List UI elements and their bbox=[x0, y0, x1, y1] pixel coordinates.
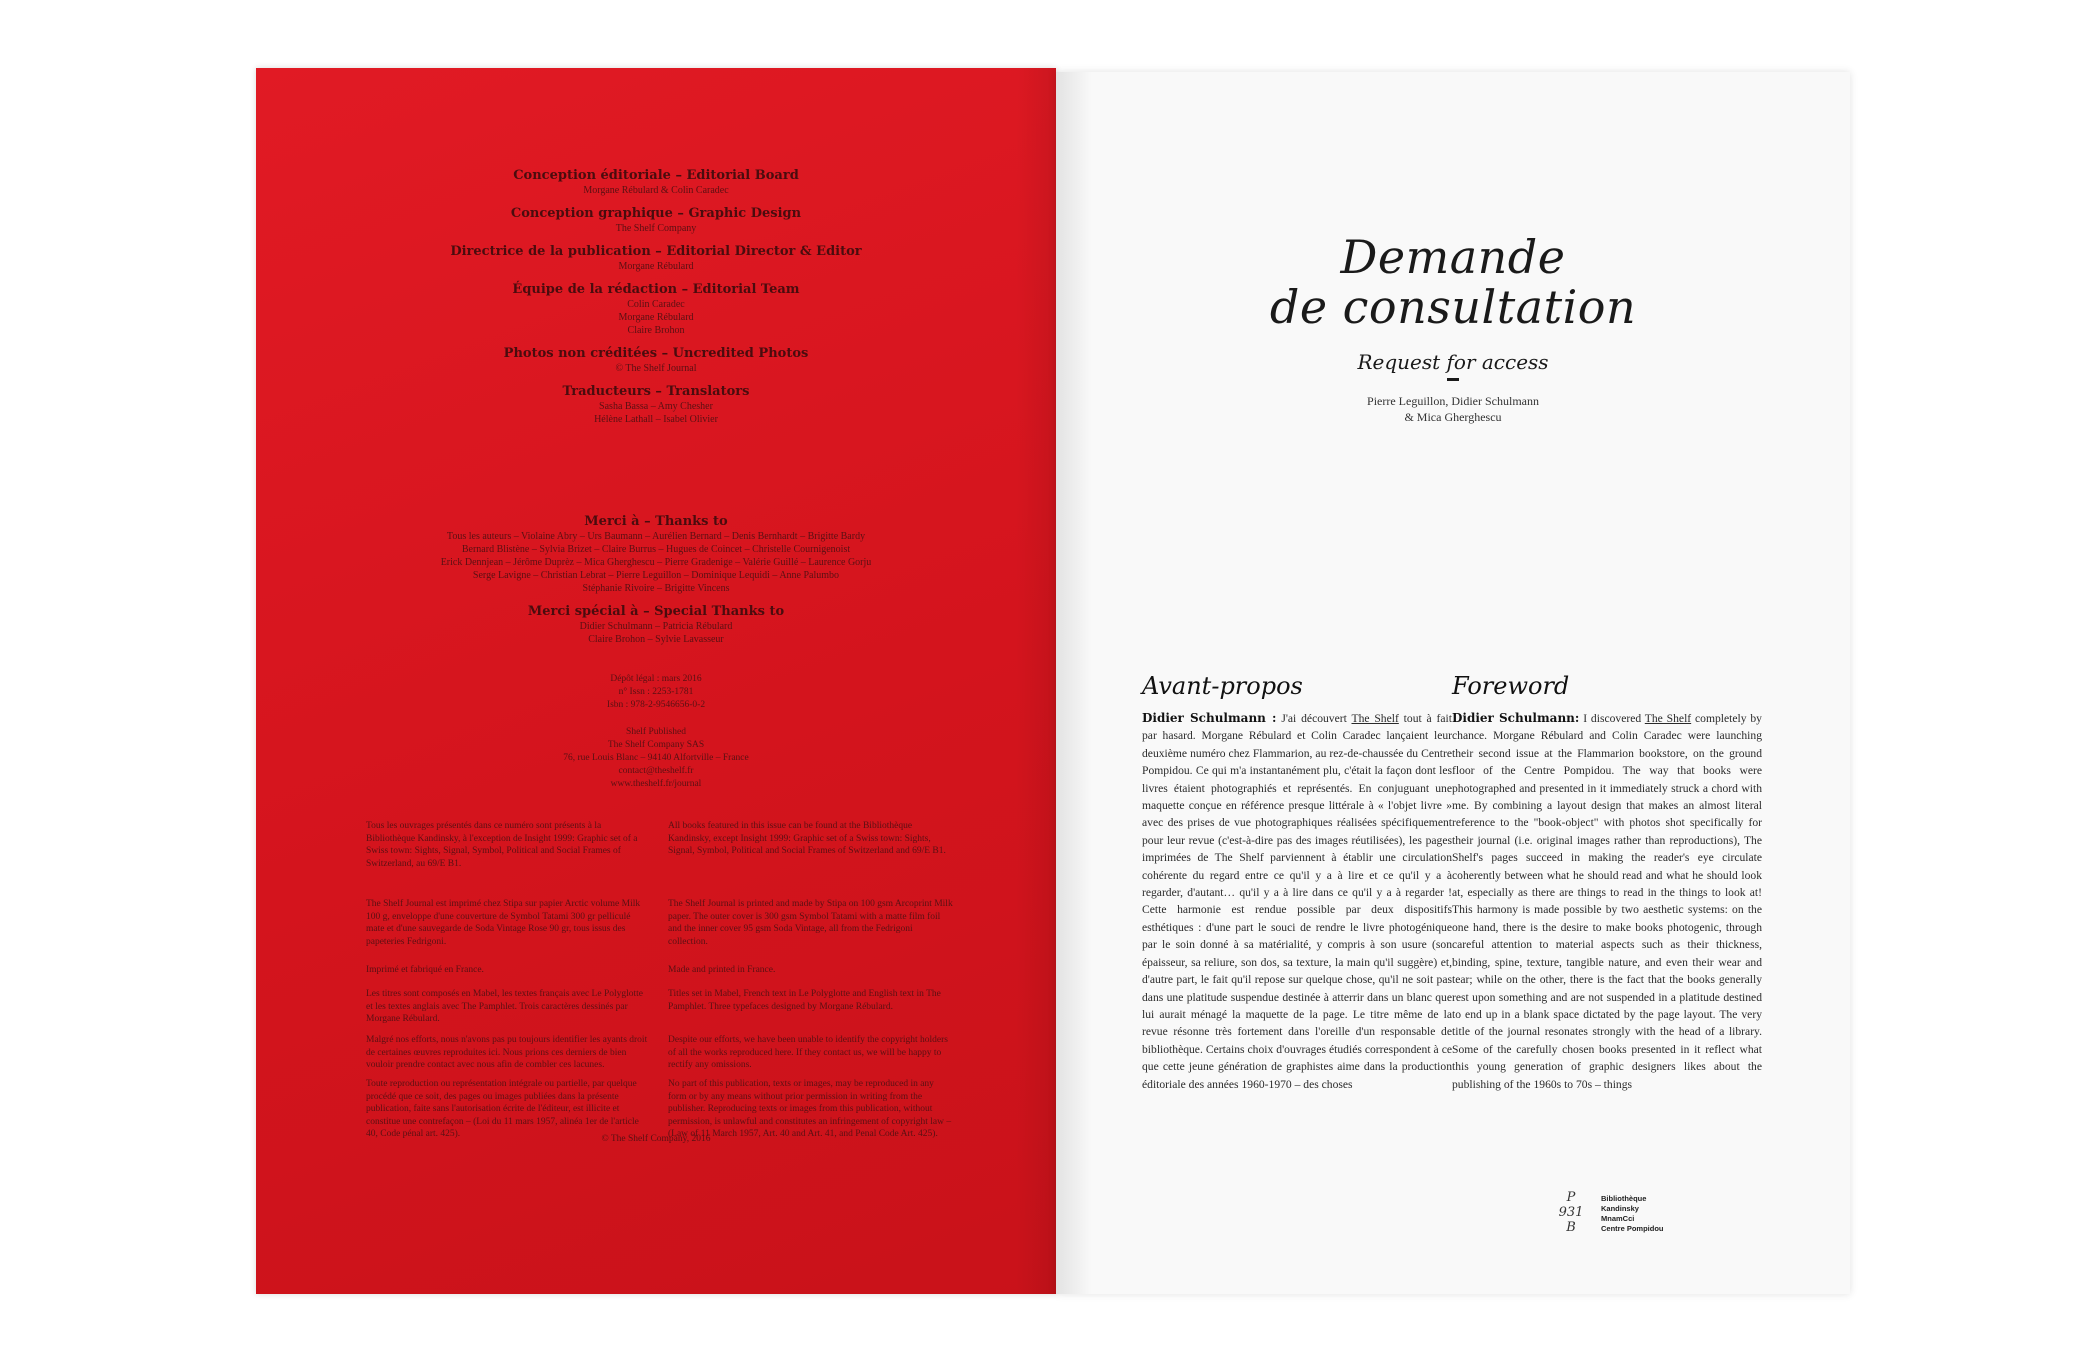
credit-photos bbox=[256, 346, 1056, 375]
article-page bbox=[1056, 72, 1850, 1294]
credit-role: Traducteurs – Translators bbox=[562, 384, 750, 399]
credit-name: Colin Caradec bbox=[627, 299, 685, 310]
credit-name: Sasha Bassa – Amy Chesher bbox=[599, 401, 713, 412]
fine-print-fr-typefaces: Les titres sont composés en Mabel, les textes français avec Le Polyglotte et les textes anglais avec The Pamphlet. Trois caractères dessinés par Morgane Rébulard. bbox=[366, 989, 644, 1024]
thanks-line: Bernard Blistène – Sylvia Brizet – Claire Burrus – Hugues de Coincet – Christelle Cournigenoist bbox=[461, 544, 851, 555]
article-authors bbox=[1056, 393, 1850, 425]
article-title-line: Demande bbox=[1340, 230, 1566, 284]
french-column bbox=[1142, 672, 1452, 1093]
fine-print-en-books: All books featured in this issue can be found at the Bibliothèque Kandinsky, except Insight 1999: Graphic set of a Swiss town: Sights, Signal, Symbol, Political and Social Frames of Switzerland and 69/E B1. bbox=[668, 821, 946, 856]
credit-name: Hélène Lathall – Isabel Olivier bbox=[594, 414, 718, 425]
publisher-line: contact@theshelf.fr bbox=[618, 766, 694, 776]
credit-role: Directrice de la publication – Editorial Director & Editor bbox=[450, 244, 862, 259]
handwritten-shelfmark bbox=[1551, 1190, 1591, 1235]
stamp-line: Bibliothèque bbox=[1601, 1194, 1647, 1203]
fine-print-fr-reproduction: Toute reproduction ou représentation intégrale ou partielle, par quelque procédé que ce soit, des pages ou images publiées dans la présente publication, faite sans l'autorisation écrite de l'éditeur, est illicite et constitue une contrefaçon – (Loi du 11 mars 1957, alinéa 1er de l'article 40, Code pénal art. 425). bbox=[366, 1079, 639, 1139]
special-thanks-line: Didier Schulmann – Patricia Rébulard bbox=[579, 621, 733, 632]
english-intro: I discovered bbox=[1579, 712, 1645, 725]
special-thanks-heading: Merci spécial à – Special Thanks to bbox=[527, 604, 785, 619]
thanks-line: Erick Dennjean – Jérôme Duprèz – Mica Gherghescu – Pierre Gradenige – Valérie Guillé – Laurence Gorju bbox=[440, 557, 872, 568]
special-thanks-line: Claire Brohon – Sylvie Lavasseur bbox=[588, 634, 724, 645]
fine-print-en-made-in: Made and printed in France. bbox=[668, 965, 776, 975]
legal-deposit bbox=[256, 673, 1056, 712]
credit-name: Claire Brohon bbox=[627, 325, 685, 336]
thanks-heading: Merci à – Thanks to bbox=[584, 514, 728, 529]
authors-line: & Mica Gherghescu bbox=[1404, 410, 1502, 424]
publisher-line: The Shelf Company SAS bbox=[607, 740, 705, 750]
french-intro: J'ai découvert bbox=[1276, 712, 1352, 725]
english-heading: Foreword bbox=[1452, 672, 1570, 700]
fine-print-fr-books: Tous les ouvrages présentés dans ce numéro sont présents à la Bibliothèque Kandinsky, à l'exception de Insight 1999: Graphic set of a Swiss town: Sights, Signal, Symbol, Political and Social Frames of Switzerland, au 69/E B1. bbox=[366, 821, 638, 869]
credit-name: The Shelf Company bbox=[615, 223, 697, 234]
english-column bbox=[1452, 672, 1762, 1093]
copyright-notice: © The Shelf Company, 2016 bbox=[601, 1134, 711, 1144]
credit-name: © The Shelf Journal bbox=[615, 363, 697, 374]
fine-print-en-rights: Despite our efforts, we have been unable to identify the copyright holders of all the works reproduced here. If they contact us, we will be happy to rectify any omissions. bbox=[668, 1035, 948, 1070]
english-text: completely by chance. Morgane Rébulard and Colin Caradec were launching their second issue at the Flammarion bookstore, on the ground floor of the Centre Pompidou. The way that books were photographed and presented in it immediately struck a chord with me. By combining a layout design that makes an almost literal reference to the "book-object" with photos shot specifically for their journal (i.e. original images rather than reproductions), The Shelf's pages succeed in making the reader's eye circulate coherently between what he should read and what he should look at, especially as there are things to read in the things to look at! This harmony is made possible by two aesthetic systems: on the one hand, there is the desire to make books photogenic, through careful attention to material aspects such as their thickness, binding, spine, texture, tangible nature, and even their wear and tear; while on the other, there is the fact that the books generally rest upon something and are not suspended in a platitude destined to end up in a blank space dictated by the page layout. The very title of the journal resonates strongly with the head of a library. Some of the carefully chosen books presented in it reflect what this young generation of graphic designers likes about the publishing of the 1960s to 70s – things bbox=[1452, 712, 1762, 1091]
english-body bbox=[1452, 710, 1762, 1093]
credit-name: Morgane Rébulard & Colin Caradec bbox=[583, 185, 729, 196]
publisher-line: 76, rue Louis Blanc – 94140 Alfortville – France bbox=[563, 753, 749, 763]
shelfmark-line: P bbox=[1566, 1190, 1576, 1205]
credit-editorial-board bbox=[256, 168, 1056, 197]
title-dash-ornament bbox=[1447, 378, 1459, 381]
credit-role: Photos non créditées – Uncredited Photos bbox=[503, 346, 809, 361]
publisher-line: www.theshelf.fr/journal bbox=[610, 779, 702, 789]
fine-print-en-reproduction: No part of this publication, texts or images, may be reproduced in any form or by any means without prior permission in writing from the publisher. Reproducing texts or images from this publication, without permission, is unlawful and constitutes an infringement of copyright law – (Law of 11 March 1957, Art. 40 and Art. 41, and Penal Code Art. 425). bbox=[668, 1079, 952, 1139]
publisher-info bbox=[256, 726, 1056, 791]
legal-line: n° Issn : 2253-1781 bbox=[618, 687, 694, 697]
credit-name: Morgane Rébulard bbox=[618, 261, 694, 272]
thanks-list bbox=[256, 514, 1056, 595]
credit-name: Morgane Rébulard bbox=[618, 312, 694, 323]
shelfmark-line: B bbox=[1566, 1220, 1576, 1235]
authors-line: Pierre Leguillon, Didier Schulmann bbox=[1367, 394, 1539, 408]
shelfmark-line: 931 bbox=[1558, 1205, 1584, 1220]
french-heading: Avant-propos bbox=[1142, 672, 1303, 700]
article-title-line: de consultation bbox=[1269, 280, 1637, 334]
credit-editorial-team bbox=[256, 282, 1056, 337]
french-text: tout à fait par hasard. Morgane Rébulard et Colin Caradec lançaient leur deuxième numéro chez Flammarion, au rez-de-chaussée du Centre Pompidou. Ce qui m'a instantanément plu, c'était la façon dont les livres étaient photographiés et représentés. En conjuguant une maquette conçue en référence presque littérale à « l'objet livre » avec des prises de vue photographiques réalisées spécifiquement pour leur revue (c'est-à-dire pas des images réutilisées), les pages imprimées de The Shelf parviennent à établir une circulation cohérente du regard entre ce qu'il y a à lire et ce qu'il y a à regarder, d'autant… qu'il y a à lire dans ce qu'il y a à regarder ! Cette harmonie est rendue possible par deux dispositifs esthétiques : d'une part le souci de rendre le livre photogénique par le soin donné à sa matérialité, y compris à son usure (son épaisseur, sa reliure, son dos, sa texture, la main qu'il suggère) et, d'autre part, le fait qu'il repose sur quelque chose, qu'il ne soit pas dans une platitude suspendue destinée à atterrir dans un blanc que lui aurait ménagé la maquette de la page. Le titre même de la revue résonne très fortement dans l'oreille d'un responsable de bibliothèque. Certains choix d'ouvrages étudiés correspondent à ce que cette jeune génération de graphistes aime dans la production éditoriale des années 1960-1970 – des choses bbox=[1142, 712, 1452, 1091]
fine-print-en-printing: The Shelf Journal is printed and made by Stipa on 100 gsm Arcoprint Milk paper. The outer cover is 300 gsm Symbol Tatami with a matte film foil and the inner cover 95 gsm Soda Vintage, all from the Fedrigoni collection. bbox=[668, 899, 953, 947]
credit-role: Conception éditoriale – Editorial Board bbox=[513, 168, 799, 183]
institution-stamp bbox=[1601, 1194, 1671, 1234]
thanks-line: Serge Lavigne – Christian Lebrat – Pierre Leguillon – Dominique Lequidi – Anne Palumbo bbox=[472, 570, 840, 581]
article-subtitle: Request for access bbox=[1357, 350, 1549, 374]
special-thanks-list bbox=[256, 604, 1056, 646]
thanks-line: Tous les auteurs – Violaine Abry – Urs Baumann – Aurélien Bernard – Denis Bernhardt – Brigitte Bardy bbox=[446, 531, 866, 542]
credit-editorial-director bbox=[256, 244, 1056, 273]
french-speaker: Didier Schulmann : bbox=[1142, 711, 1277, 725]
colophon-page bbox=[256, 68, 1056, 1294]
french-journal-name: The Shelf bbox=[1351, 712, 1399, 725]
stamp-line: Centre Pompidou bbox=[1601, 1224, 1664, 1233]
fine-print-fr-made-in: Imprimé et fabriqué en France. bbox=[366, 965, 484, 975]
fine-print-fr-rights: Malgré nos efforts, nous n'avons pas pu toujours identifier les ayants droit de certaines œuvres reproduites ici. Nous prions ces derniers de bien vouloir prendre contact avec nous afin de combler ces lacunes. bbox=[366, 1035, 648, 1070]
fine-print-en-typefaces: Titles set in Mabel, French text in Le Polyglotte and English text in The Pamphlet. Three typefaces designed by Morgane Rébulard. bbox=[668, 989, 941, 1012]
credit-role: Équipe de la rédaction – Editorial Team bbox=[512, 282, 800, 297]
credit-role: Conception graphique – Graphic Design bbox=[510, 206, 802, 221]
french-body bbox=[1142, 710, 1452, 1093]
article-header bbox=[1056, 232, 1850, 425]
publisher-line: Shelf Published bbox=[626, 727, 686, 737]
stamp-line: MnamCci bbox=[1601, 1214, 1635, 1223]
english-journal-name: The Shelf bbox=[1644, 712, 1692, 725]
credits-list bbox=[256, 168, 1056, 435]
credit-translators bbox=[256, 384, 1056, 426]
legal-line: Dépôt légal : mars 2016 bbox=[610, 674, 702, 684]
english-speaker: Didier Schulmann: bbox=[1452, 711, 1580, 725]
fine-print-fr-printing: The Shelf Journal est imprimé chez Stipa sur papier Arctic volume Milk 100 g, enveloppe d'une couverture de Symbol Tatami 300 gr pelliculé mate et d'une sauvegarde de Soda Vintage Rose 90 gr, tous issus des papeteries Fedrigoni. bbox=[366, 899, 641, 947]
credit-graphic-design bbox=[256, 206, 1056, 235]
legal-line: Isbn : 978-2-9546656-0-2 bbox=[606, 700, 706, 710]
stamp-line: Kandinsky bbox=[1601, 1204, 1639, 1213]
thanks-line: Stéphanie Rivoire – Brigitte Vincens bbox=[582, 583, 730, 594]
